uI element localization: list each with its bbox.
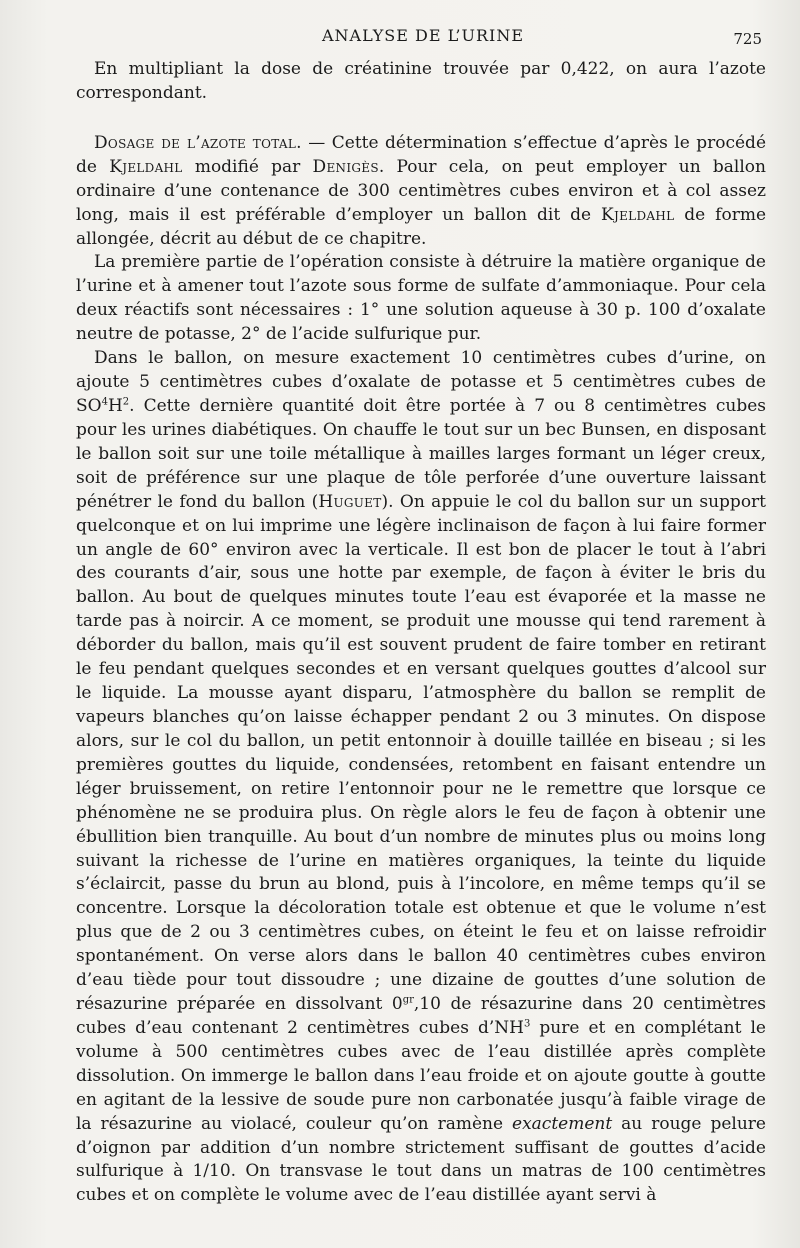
paragraph-azote-total-intro: [76, 132, 766, 252]
text-run: ,10 de résazurine dans 20 centimètres cubes d’eau contenant 2 centimètres cubes d’NH: [76, 994, 766, 1038]
running-title: ANALYSE DE L’URINE: [322, 26, 524, 45]
heading-dash: —: [301, 132, 332, 153]
author-name: Huguet: [318, 491, 382, 512]
text-run: modifié par: [182, 156, 313, 177]
paragraph-reagents: La première partie de l’opération consiste à détruire la matière organique de l’urine et à amener tout l’azote sous forme de sulfate d’ammoniaque. Pour cela deux réactifs sont nécessaires : 1° une solution aqueuse à 30 p. 100 d’oxalate neutre de potasse, 2° de l’acide sulfurique pur.: [76, 252, 766, 345]
paragraph-creatinine-note: En multipliant la dose de créatinine trouvée par 0,422, on aura l’azote correspondant.: [76, 59, 766, 103]
section-heading: Dosage de l’azote total.: [94, 132, 302, 153]
superscript: 4: [101, 396, 108, 408]
text-run: . Pour cela, on peut employer un ballon ordinaire d’une contenance de 300 centimètres cubes environ et à col assez long, mais il est préférable d’employer un ballon dit de: [76, 156, 766, 225]
superscript: 3: [523, 1018, 531, 1030]
author-name: Denigès: [312, 156, 379, 177]
superscript: 2: [122, 396, 130, 408]
emphasis: exactement: [512, 1113, 613, 1134]
paragraph-procedure: [76, 347, 766, 1208]
text-run: ). On appuie le col du ballon sur un support quelconque et on lui imprime une légère inclinaison de façon à lui faire former un angle de 60° environ avec la verticale. Il est bon de placer le tout à l’abri des courants d’air, sous une hotte par exemple, de façon à éviter le bris du ballon. Au bout de quelques minutes toute l’eau est évaporée et la masse ne tarde pas à noircir. A ce moment, se produit une mousse qui tend rarement à déborder du ballon, mais qu’il est souvent prudent de faire tomber en retirant le feu pendant quelques secondes et en versant quelques gouttes d’alcool sur le liquide. La mousse ayant disparu, l’atmosphère du ballon se remplit de vapeurs blanches qu’on laisse échapper pendant 2 ou 3 minutes. On dispose alors, sur le col du ballon, un petit entonnoir à douille taillée en biseau ; si les premières gouttes du liquide, condensées, retombent en faisant entendre un léger bruissement, on retire l’entonnoir pour ne le remettre que lorsque ce phénomène ne se produira plus. On règle alors le feu de façon à obtenir une ébullition bien tranquille. Au bout d’un nombre de minutes plus ou moins long suivant la richesse de l’urine en matières organiques, la teinte du liquide s’éclaircit, passe du brun au blond, puis à l’incolore, en même temps qu’il se concentre. Lorsque la décoloration totale est obtenue et que le volume n’est plus que de 2 ou 3 centimètres cubes, on éteint le feu et on laisse refroidir spontanément. On verse alors dans le ballon 40 centimètres cubes environ d’eau tiède pour tout dissoudre ; une dizaine de gouttes d’une solution de résazurine préparée en dissolvant 0: [76, 491, 767, 1015]
text-run: Dans le ballon, on mesure exactement 10 centimètres cubes d’urine, on ajoute 5 centimètres cubes d’oxalate de potasse et 5 centimètres cubes de SO: [76, 348, 766, 416]
page-number: 725: [733, 30, 762, 48]
text-run: H: [107, 395, 123, 416]
text-run: Cette détermination s’effectue d’après le procédé de: [76, 132, 767, 177]
author-name: Kjeldahl: [109, 156, 183, 177]
author-name: Kjeldahl: [601, 204, 675, 225]
text-run: au rouge pelure d’oignon par addition d’un nombre strictement suffisant de gouttes d’acide sulfurique à 1/10. On transvase le tout dans un matras de 100 centimètres cubes et on complète le volume avec de l’eau distillée ayant servi à: [76, 1113, 766, 1206]
text-run: de forme allongée, décrit au début de ce chapitre.: [76, 204, 766, 249]
running-header: [78, 26, 768, 52]
page-body: [76, 58, 766, 1208]
text-run: . Cette dernière quantité doit être portée à 7 ou 8 centimètres cubes pour les urines diabétiques. On chauffe le tout sur un bec Bunsen, en disposant le ballon soit sur une toile métallique à mailles larges formant un léger creux, soit de préférence sur une plaque de tôle perforée d’une ouverture laissant pénétrer le fond du ballon (: [76, 395, 766, 512]
text-run: pure et en complétant le volume à 500 centimètres cubes avec de l’eau distillée après complète dissolution. On immerge le ballon dans l’eau froide et on ajoute goutte à goutte en agitant de la lessive de soude pure non carbonatée jusqu’à faible virage de la résazurine au violacé, couleur qu’on ramène: [76, 1017, 766, 1134]
superscript: gr: [402, 994, 414, 1006]
